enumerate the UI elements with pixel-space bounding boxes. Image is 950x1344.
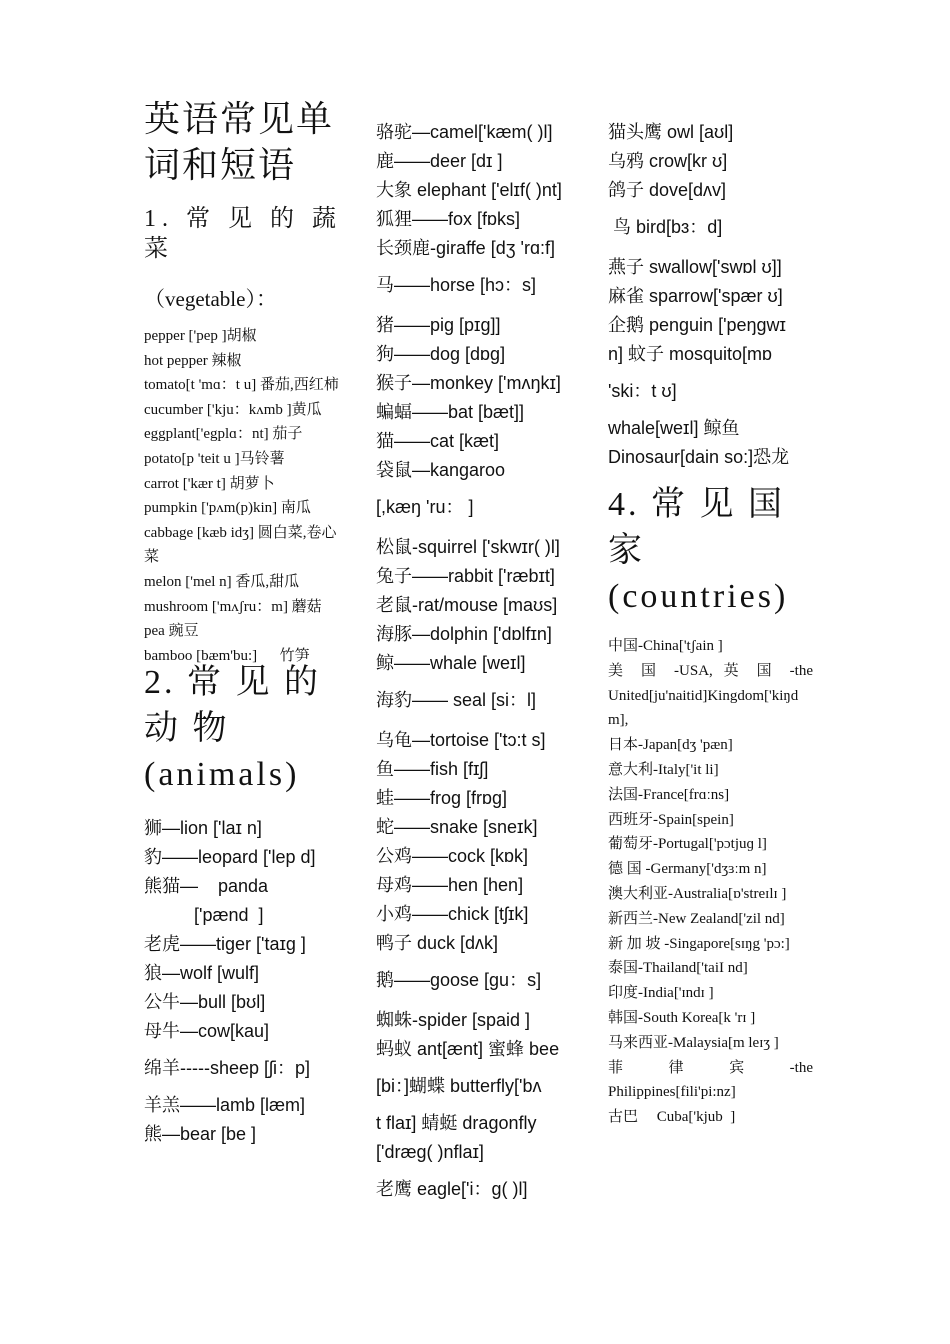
list-item: 袋鼠—kangaroo <box>376 460 506 480</box>
list-item: 法国-France[frɑːns] <box>608 786 730 803</box>
list-item: 乌鸦 crow[kr ʊ] <box>608 151 728 171</box>
list-item: bamboo [bæm'bu:] 竹笋 <box>144 647 310 664</box>
countries-heading: 4. 常 见 国 家 (countries) <box>608 486 789 615</box>
list-item: mushroom ['mʌʃru：m] 蘑菇 <box>144 598 322 615</box>
list-item: 蜘蛛-spider [spaid ] <box>376 1010 531 1030</box>
list-item: 小鸡——chick [tʃɪk] <box>376 904 529 924</box>
list-item: 猫——cat [kæt] <box>376 431 500 451</box>
animals-list-col1 <box>144 814 346 1149</box>
list-item: 鸟 bird[bɜ：d] <box>608 217 723 237</box>
list-item: eggplant['egplɑ：nt] 茄子 <box>144 426 303 443</box>
vegetables-subheading: （vegetable）： <box>144 287 277 311</box>
list-item: 老鼠-rat/mouse [maʊs] <box>376 595 558 615</box>
list-item: whale[weɪl] 鲸鱼 <box>608 418 740 438</box>
list-item: 狼—wolf [wulf] <box>144 963 260 984</box>
list-item: 熊猫— panda <box>144 876 269 897</box>
list-item: 日本-Japan[dʒ 'pæn] <box>608 737 733 754</box>
list-item: 鹅——goose [gu：s] <box>376 970 542 990</box>
list-item: 猪——pig [pɪg]] <box>376 315 501 335</box>
column-3 <box>608 118 813 1130</box>
vegetables-list <box>144 324 346 668</box>
list-item: 葡萄牙-Portugal['pɔtjuɡ l] <box>608 836 767 853</box>
list-item: 鸽子 dove[dʌv] <box>608 180 727 200</box>
list-item: 海豹—— seal [si：l] <box>376 690 537 710</box>
list-item: [bi：]蝴蝶 butterfly['bʌ <box>376 1076 542 1096</box>
list-item: 豹——leopard ['lep d] <box>144 847 316 868</box>
list-item: 新西兰-New Zealand['zil nd] <box>608 910 785 927</box>
list-item: 中国-China['tʃain ] <box>608 638 723 654</box>
list-item: cucumber ['kju：kʌmb ]黄瓜 <box>144 401 322 418</box>
list-item: ['dræg( )nflaɪ] <box>376 1142 484 1162</box>
list-item: 大象 elephant ['elɪf( )nt] <box>376 180 562 200</box>
column-2 <box>376 118 586 1204</box>
list-item: 公鸡——cock [kɒk] <box>376 846 529 866</box>
list-item: 美 国 -USA, 英 国 -the United[ju'naitid]Kingdom['kiŋd m], <box>608 662 813 729</box>
list-item: potato[p 'teit u ]马铃薯 <box>144 450 285 467</box>
list-item: 绵羊-----sheep [ʃi：p] <box>144 1058 311 1079</box>
list-item: 麻雀 sparrow['spær ʊ] <box>608 286 783 306</box>
list-item: cabbage [kæb idʒ] 圆白菜,卷心菜 <box>144 524 337 566</box>
list-item: 西班牙-Spain[spein] <box>608 811 734 828</box>
list-item: 狐狸——fox [fɒks] <box>376 209 521 229</box>
list-item: pepper ['pep ]胡椒 <box>144 328 257 344</box>
list-item: pea 豌豆 <box>144 623 199 640</box>
list-item: 鸭子 duck [dʌk] <box>376 933 499 953</box>
list-item: 德 国 -Germany['dʒɜːm n] <box>608 861 767 878</box>
vegetables-heading: 1. 常 见 的 蔬 菜 <box>144 206 342 262</box>
list-item: 鱼——fish [fɪʃ] <box>376 759 489 779</box>
list-item: 古巴 Cuba['kjub ] <box>608 1109 736 1126</box>
list-item: 熊—bear [be ] <box>144 1124 257 1145</box>
list-item: 猫头鹰 owl [aʊl] <box>608 122 734 142</box>
list-item: 狮—lion ['laɪ n] <box>144 818 262 839</box>
list-item: 马来西亚-Malaysia[m leɪʒ ] <box>608 1034 779 1051</box>
list-item: 公牛—bull [bʊl] <box>144 992 266 1013</box>
animals-list-col3 <box>608 118 813 472</box>
list-item: t flaɪ] 蜻蜓 dragonfly <box>376 1113 537 1133</box>
list-item: 蛇——snake [sneɪk] <box>376 817 538 837</box>
list-item: 意大利-Italy['it li] <box>608 761 719 778</box>
list-item: 泰国-Thailand['taiI nd] <box>608 960 748 977</box>
list-item: tomato[t 'mɑ：t u] 番茄,西红柿 <box>144 377 339 394</box>
list-item: pumpkin ['pʌm(p)kin] 南瓜 <box>144 500 311 517</box>
list-item: 鲸——whale [weɪl] <box>376 653 526 673</box>
list-item: 澳大利亚-Australia[ɒ'streɪlɪ ] <box>608 885 787 902</box>
list-item: 羊羔——lamb [læm] <box>144 1095 306 1116</box>
list-item: n] 蚊子 mosquito[mɒ <box>608 344 773 364</box>
list-item: 蚂蚁 ant[ænt] 蜜蜂 bee <box>376 1039 560 1059</box>
list-item: 老虎——tiger ['taɪg ] <box>144 934 306 955</box>
list-item: 鹿——deer [dɪ ] <box>376 151 503 171</box>
animals-heading: 2. 常 见 的 动 物(animals) <box>144 664 321 794</box>
list-item: 韩国-South Korea[k 'rɪ ] <box>608 1009 756 1026</box>
list-item: 新 加 坡 -Singapore[sɪŋg 'pɔ:] <box>608 935 790 952</box>
page-title: 英语常见单词和短语 <box>144 99 335 185</box>
list-item: 母牛—cow[kau] <box>144 1021 270 1042</box>
list-item: melon ['mel n] 香瓜,甜瓜 <box>144 573 300 590</box>
list-item: 长颈鹿-giraffe [dʒ 'rɑ:f] <box>376 238 555 258</box>
list-item: 狗——dog [dɒg] <box>376 344 506 364</box>
list-item: carrot ['kær t] 胡萝卜 <box>144 475 275 492</box>
list-item: 'ski：t ʊ] <box>608 381 677 401</box>
list-item: 母鸡——hen [hen] <box>376 875 524 895</box>
list-item: 老鹰 eagle['i：g( )l] <box>376 1179 528 1199</box>
list-item: Dinosaur[dain so:]恐龙 <box>608 447 790 467</box>
list-item: hot pepper 辣椒 <box>144 352 242 369</box>
list-item: 猴子—monkey ['mʌŋkɪ] <box>376 373 561 393</box>
list-item: ['pænd ] <box>144 905 264 926</box>
list-item: 燕子 swallow['swɒl ʊ]] <box>608 257 782 277</box>
list-item: 蝙蝠——bat [bæt]] <box>376 402 525 422</box>
list-item: 松鼠-squirrel ['skwɪr( )l] <box>376 537 560 557</box>
list-item: 马——horse [hɔ：s] <box>376 275 537 295</box>
list-item: 乌龟—tortoise ['tɔ:t s] <box>376 730 546 750</box>
countries-list <box>608 634 813 1130</box>
list-item: 印度-India['ɪndɪ ] <box>608 985 714 1002</box>
list-item: 蛙——frog [frɒg] <box>376 788 508 808</box>
list-item: 企鹅 penguin ['peŋgwɪ <box>608 315 786 335</box>
column-1 <box>144 96 346 1149</box>
list-item: 海豚—dolphin ['dɒlfɪn] <box>376 624 552 644</box>
list-item: 菲 律 宾 -the Philippines[fili'pi:nz] <box>608 1059 813 1101</box>
list-item: 兔子——rabbit ['ræbɪt] <box>376 566 555 586</box>
list-item: 骆驼—camel['kæm( )l] <box>376 122 553 142</box>
list-item: [,kæŋ 'ru： ] <box>376 497 474 517</box>
